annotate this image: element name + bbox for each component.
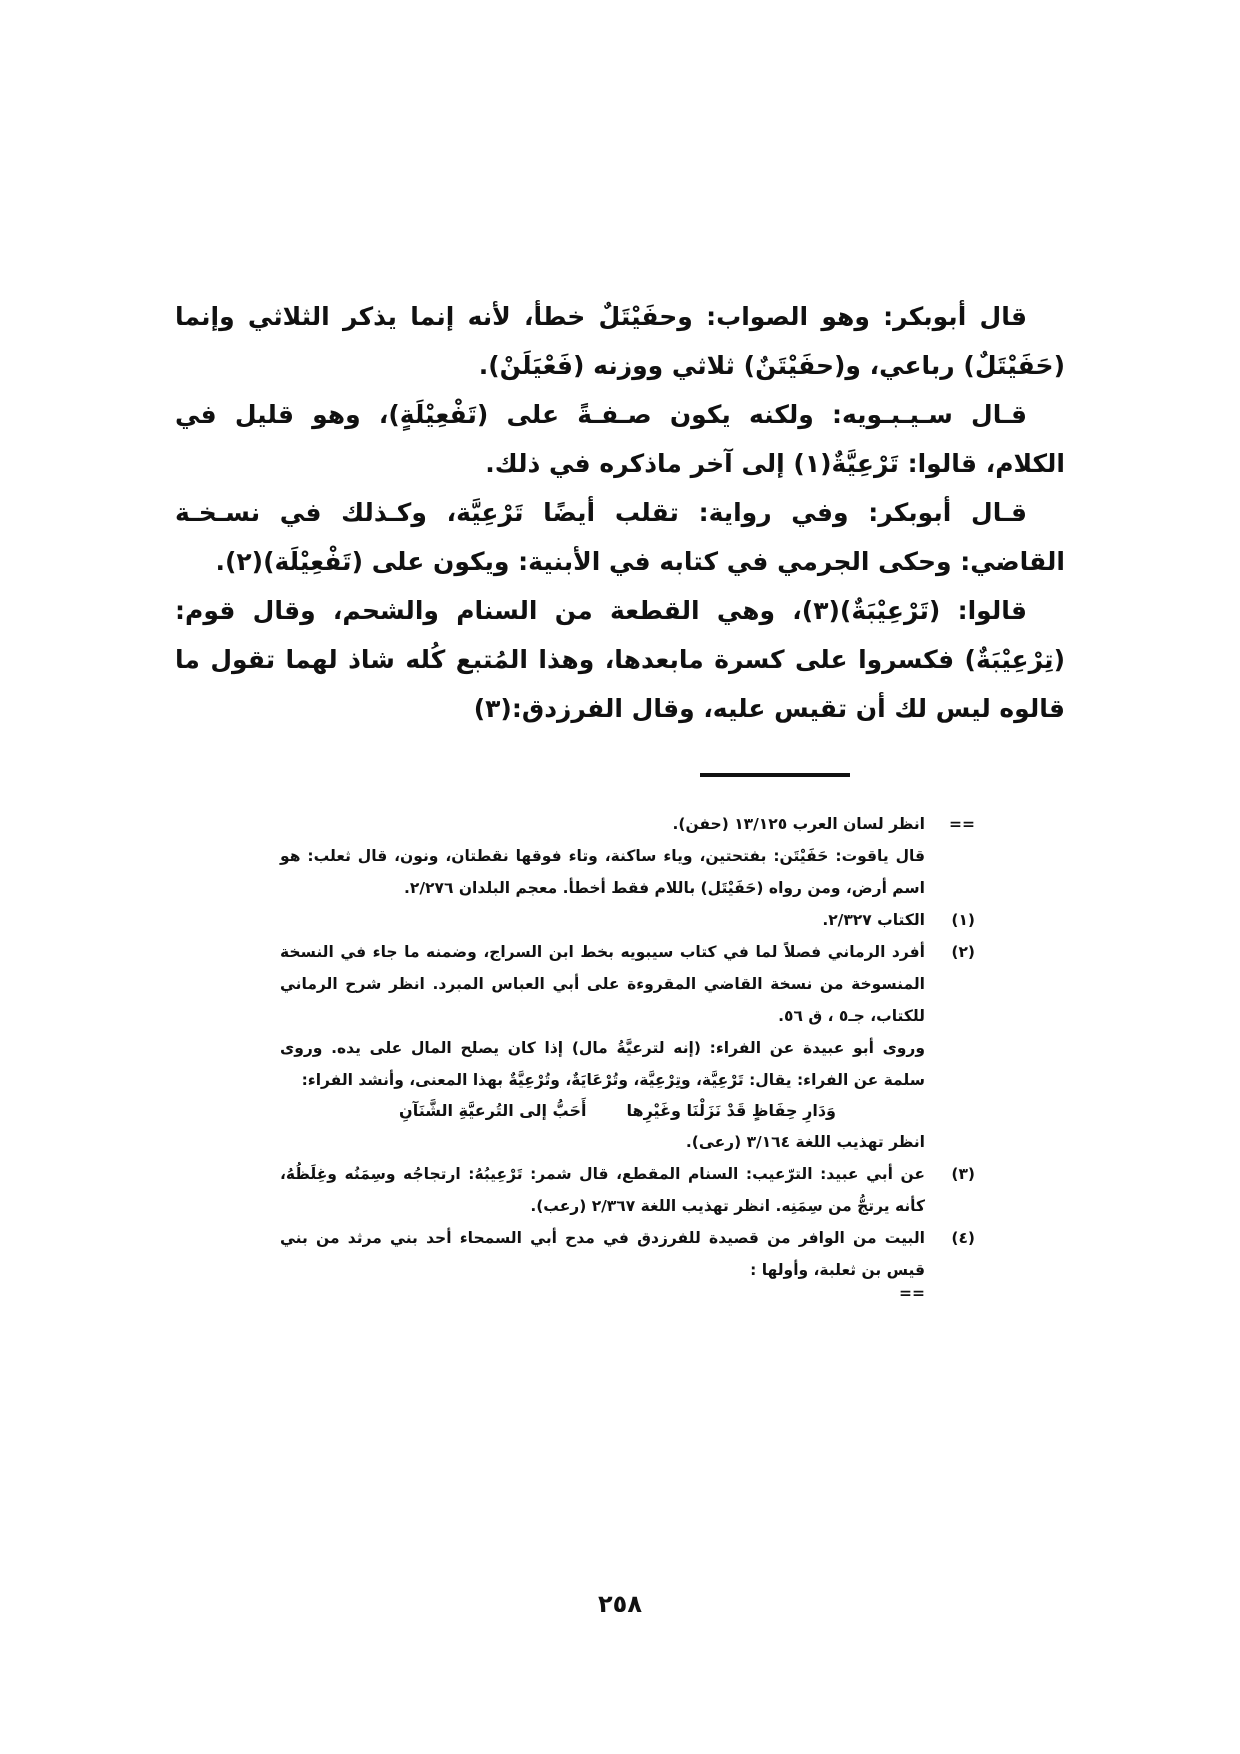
footnote-body	[280, 904, 925, 936]
footnote-text: وروى أبو عبيدة عن الفراء: (إنه لترعيَّةُ مال) إذا كان يصلح المال على يده. وروى سلمة عن الفراء: يقال: تَرْعِيَّة، وتِرْعِيَّة، وتُرْعَايَةٌ، وتُرْعِيَّةٌ بهذا المعنى، وأنشد الفراء:	[280, 1039, 925, 1089]
poetry-verse	[280, 1096, 925, 1126]
footnote-text: عن أبي عبيد: الترّعيب: السنام المقطع، قال شمر: تَرْعِيبُهُ: ارتجاجُه وسِمَنُه وغِلَظُهُ، كأنه يرتجُّ من سِمَنِه. انظر تهذيب اللغة ٢/٣٦٧ (رعب).	[280, 1165, 925, 1215]
footnote-2	[280, 936, 975, 1158]
footnote-marker: ==	[949, 815, 975, 833]
footnote-marker: (٢)	[951, 943, 975, 961]
main-paragraph: قال أبوبكر: وهو الصواب: وحفَيْتَلٌ خطأ، لأنه إنما يذكر الثلاثي وإنما (حَفَيْتَلٌ) رباعي، و(حفَيْتَنٌ) ثلاثي ووزنه (فَعْيَلَنْ).	[175, 302, 1065, 380]
continuation-mark: ==	[899, 1284, 925, 1302]
main-paragraph: قـال سـيـبـويه: ولكنه يكون صـفـةً على (تَفْعِيْلَةٍ)، وهو قليل في الكلام، قالوا: تَرْعِيَّةٌ(١) إلى آخر ماذكره في ذلك.	[175, 400, 1065, 478]
footnote-text: البيت من الوافر من قصيدة للفرزدق في مدح أبي السمحاء أحد بني مرثد من بني قيس بن ثعلبة، وأولها :	[280, 1229, 925, 1279]
footnote-body	[280, 1222, 925, 1300]
verse-hemistich-second: أَحَبُّ إلى التُرعيَّةِ الشَّنَآنِ	[399, 1101, 587, 1120]
main-text	[175, 292, 1065, 733]
main-paragraph: قـال أبوبكر: وفي رواية: تقلب أيضًا تَرْعِيَّة، وكـذلك في نسـخـة القاضي: وحكى الجرمي في كتابه في الأبنية: ويكون على (تَفْعِيْلَة)(٢).	[175, 498, 1065, 576]
main-paragraph: قالوا: (تَرْعِيْبَةٌ)(٣)، وهي القطعة من السنام والشحم، وقال قوم: (تِرْعِيْبَةٌ) فكسروا على كسرة مابعدها، وهذا المُتبع كُله شاذ لهما تقول ما قالوه ليس لك أن تقيس عليه، وقال الفرزدق:(٣)	[175, 596, 1065, 723]
footnote-3	[280, 1158, 975, 1222]
footnote-body	[280, 808, 925, 904]
page-number: ٢٥٨	[598, 1590, 642, 1618]
footnote-1	[280, 904, 975, 936]
footnote-text: الكتاب ٢/٣٢٧.	[822, 911, 925, 929]
footnote-text: انظر تهذيب اللغة ٣/١٦٤ (رعى).	[685, 1133, 925, 1151]
footnote-text: انظر لسان العرب ١٣/١٢٥ (حفن).	[672, 815, 925, 833]
footnote-continued	[280, 808, 975, 904]
footnote-body	[280, 1158, 925, 1222]
footnote-marker: (٣)	[951, 1165, 975, 1183]
footnote-text: قال ياقوت: حَفَيْتَن: بفتحتين، وياء ساكنة، وتاء فوقها نقطتان، ونون، قال ثعلب: هو اسم أرض، ومن رواه (حَفَيْتَل) باللام فقط أخطأ. معجم البلدان ٢/٢٧٦.	[280, 847, 925, 897]
footnote-separator	[700, 773, 850, 777]
footnotes	[280, 808, 975, 1300]
footnote-marker: (٤)	[951, 1229, 975, 1247]
verse-hemistich-first: وَدَارِ حِفَاظٍ قَدْ نَزَلْنَا وغَيْرِها	[626, 1101, 836, 1120]
footnote-marker: (١)	[951, 911, 975, 929]
footnote-text: أفرد الرماني فصلاً لما في كتاب سيبويه بخط ابن السراج، وضمنه ما جاء في النسخة المنسوخة من نسخة القاضي المقروءة على أبي العباس المبرد. انظر شرح الرماني للكتاب، جـ٥ ، ق ٥٦.	[280, 943, 925, 1025]
footnote-4	[280, 1222, 975, 1300]
footnote-body	[280, 936, 925, 1158]
